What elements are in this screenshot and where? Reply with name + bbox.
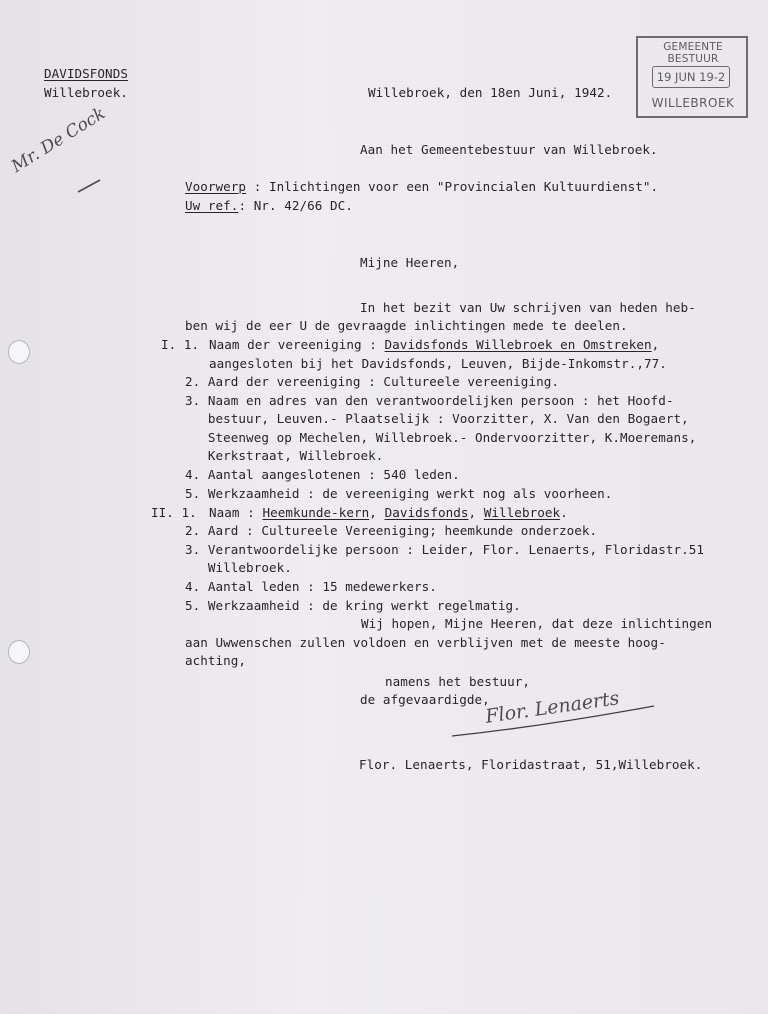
addressee: Aan het Gemeentebestuur van Willebroek. [360, 142, 658, 157]
section1-item1 [209, 337, 659, 353]
section2-name-part2: Davidsfonds [384, 505, 469, 520]
reference-label: Uw ref. [185, 198, 239, 213]
section2-item4: 4. Aantal leden : 15 medewerkers. [185, 579, 437, 594]
section2-name-part1: Heemkunde-kern [262, 505, 370, 520]
section2-sep: , [369, 505, 385, 520]
section1-item1-suffix: , [651, 337, 660, 352]
stamp-city: WILLEBROEK [651, 96, 735, 110]
reference-text: : Nr. 42/66 DC. [238, 198, 353, 213]
section1-item1-continued: aangesloten bij het Davidsfonds, Leuven, Bijde-Inkomstr.,77. [209, 356, 667, 371]
salutation: Mijne Heeren, [360, 255, 460, 270]
section2-item1 [209, 505, 568, 521]
section2-item2: 2. Aard : Cultureele Vereeniging; heemkunde onderzoek. [185, 523, 598, 538]
section2-name-part3: Willebroek [483, 505, 561, 520]
section2-sep: , [468, 505, 484, 520]
section2-item1-prefix: Naam : [209, 505, 263, 520]
section1-item3-line: Steenweg op Mechelen, Willebroek.- Ondervoorzitter, K.Moeremans, [185, 430, 697, 445]
section2-number: II. 1. [151, 505, 197, 520]
section2-item3-line: 3. Verantwoordelijke persoon : Leider, Flor. Lenaerts, Floridastr.51 [185, 542, 704, 557]
closing-line: aan Uwwenschen zullen voldoen en verblijven met de meeste hoog- [185, 635, 666, 650]
signature-text: Flor. Lenaerts [484, 687, 621, 728]
margin-note-stroke [76, 176, 106, 196]
section1-item3-line: Kerkstraat, Willebroek. [185, 448, 384, 463]
intro-line: ben wij de eer U de gevraagde inlichtingen mede te deelen. [185, 318, 628, 333]
margin-note [8, 103, 109, 176]
stamp-date: 19 JUN 19-2 [652, 66, 730, 88]
reference-line [185, 198, 353, 214]
subject-label: Voorwerp [185, 179, 247, 194]
section1-number: I. 1. [161, 337, 200, 352]
punch-hole [8, 340, 30, 364]
sender-name: DAVIDSFONDS [44, 66, 128, 81]
section1-item2: 2. Aard der vereeniging : Cultureele vereeniging. [185, 374, 559, 389]
subject-line [185, 179, 658, 195]
closing-line: Wij hopen, Mijne Heeren, dat deze inlichtingen [361, 616, 713, 631]
section1-item5: 5. Werkzaamheid : de vereeniging werkt nog als voorheen. [185, 486, 613, 501]
date-line: Willebroek, den 18en Juni, 1942. [368, 85, 613, 100]
subject-text: : Inlichtingen voor een "Provincialen Kultuurdienst". [246, 179, 659, 194]
section2-end: . [560, 505, 568, 520]
section2-item3-line: Willebroek. [185, 560, 292, 575]
municipal-stamp [636, 36, 748, 118]
section1-association-name: Davidsfonds Willebroek en Omstreken [384, 337, 652, 352]
punch-hole [8, 640, 30, 664]
section1-item4: 4. Aantal aangeslotenen : 540 leden. [185, 467, 460, 482]
sender-place: Willebroek. [44, 85, 128, 100]
signature-underline [448, 702, 658, 742]
signoff-line: de afgevaardigde, [360, 692, 490, 707]
stamp-title: GEMEENTE BESTUUR [663, 41, 723, 65]
section1-item3-line: bestuur, Leuven.- Plaatselijk : Voorzitter, X. Van den Bogaert, [185, 411, 689, 426]
signer-line: Flor. Lenaerts, Floridastraat, 51,Willebroek. [359, 757, 703, 772]
signoff-line: namens het bestuur, [385, 674, 531, 689]
closing-line: achting, [185, 653, 247, 668]
section1-item3-line: 3. Naam en adres van den verantwoordelijken persoon : het Hoofd- [185, 393, 674, 408]
section1-item1-prefix: Naam der vereeniging : [209, 337, 385, 352]
margin-note-text: Mr. De Cock [8, 103, 110, 177]
section2-item5: 5. Werkzaamheid : de kring werkt regelmatig. [185, 598, 521, 613]
intro-line: In het bezit van Uw schrijven van heden heb- [360, 300, 696, 315]
